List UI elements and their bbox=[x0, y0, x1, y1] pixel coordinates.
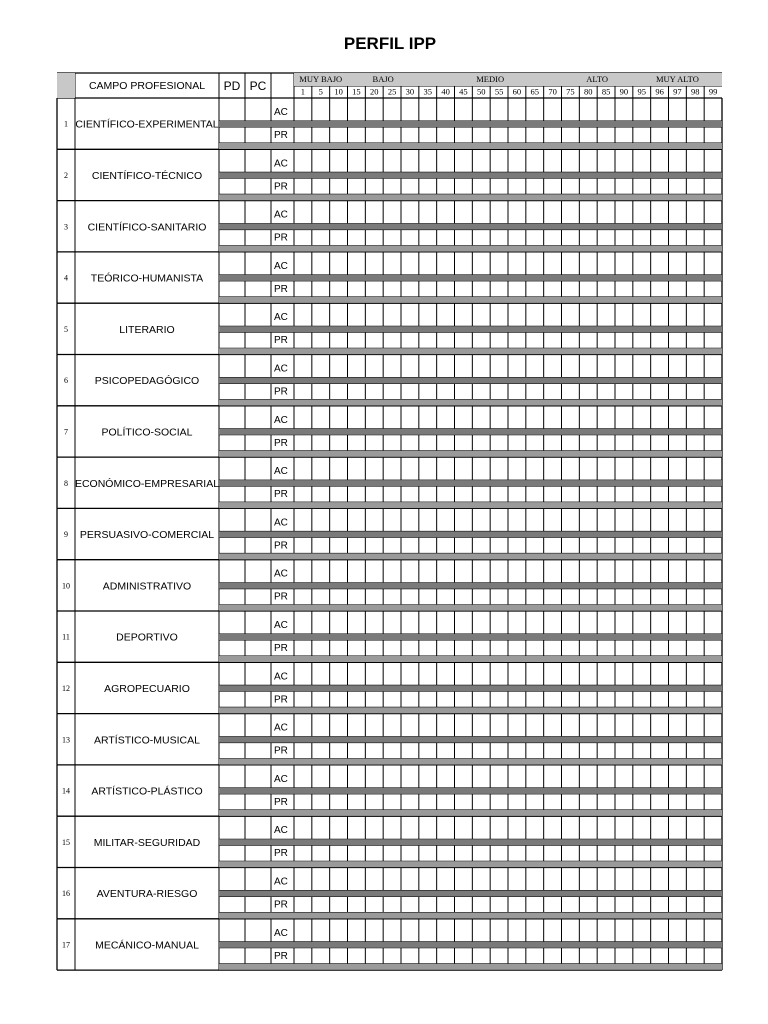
scale-label: 75 bbox=[566, 86, 575, 97]
row-bottom-strip bbox=[271, 861, 722, 867]
field-number: 7 bbox=[64, 427, 68, 437]
field-name: DEPORTIVO bbox=[116, 631, 178, 644]
row-bottom-strip bbox=[219, 913, 271, 919]
row-bottom-strip bbox=[271, 913, 722, 919]
pr-label: PR bbox=[274, 489, 288, 501]
pr-label: PR bbox=[274, 386, 288, 398]
row-separator-strip bbox=[271, 583, 722, 589]
scale-label: 1 bbox=[300, 86, 306, 97]
row-separator-strip bbox=[271, 788, 722, 794]
row-bottom-strip bbox=[219, 861, 271, 867]
ac-label: AC bbox=[274, 414, 288, 426]
field-number: 11 bbox=[62, 632, 70, 642]
grid-lines bbox=[57, 73, 722, 970]
row-separator-strip bbox=[271, 942, 722, 948]
ac-label: AC bbox=[274, 568, 288, 580]
row-bottom-strip bbox=[219, 194, 271, 200]
ac-label: AC bbox=[274, 158, 288, 170]
row-bottom-strip bbox=[271, 810, 722, 816]
field-name: AVENTURA-RIESGO bbox=[96, 888, 198, 901]
row-bottom-strip bbox=[219, 502, 271, 508]
pr-label: PR bbox=[274, 745, 288, 757]
header-corner bbox=[57, 73, 75, 98]
group-label: MUY ALTO bbox=[655, 74, 699, 84]
pr-label: PR bbox=[274, 591, 288, 603]
field-number: 6 bbox=[64, 376, 68, 386]
field-number: 16 bbox=[62, 889, 70, 899]
field-name: CIENTÍFICO-SANITARIO bbox=[87, 221, 207, 234]
scale-label: 30 bbox=[405, 86, 415, 97]
group-label: ALTO bbox=[586, 74, 609, 84]
scale-label: 65 bbox=[530, 86, 539, 97]
pr-label: PR bbox=[274, 335, 288, 347]
field-name: MECÁNICO-MANUAL bbox=[95, 939, 199, 952]
ac-label: AC bbox=[274, 209, 288, 221]
field-number: 9 bbox=[64, 530, 68, 540]
ac-label: AC bbox=[274, 517, 288, 529]
scale-label: 10 bbox=[334, 86, 343, 97]
row-separator-strip bbox=[219, 737, 271, 743]
row-bottom-strip bbox=[271, 297, 722, 303]
field-name: MILITAR-SEGURIDAD bbox=[93, 836, 201, 849]
scale-label: 85 bbox=[601, 86, 611, 97]
ac-label: AC bbox=[274, 260, 288, 272]
ac-label: AC bbox=[274, 466, 288, 478]
row-separator-strip bbox=[219, 326, 271, 332]
row-separator-strip bbox=[271, 839, 722, 845]
field-name: CIENTÍFICO-TÉCNICO bbox=[91, 169, 203, 182]
field-name: AGROPECUARIO bbox=[104, 682, 190, 695]
field-number: 2 bbox=[64, 170, 68, 180]
scale-label: 60 bbox=[512, 86, 522, 97]
row-bottom-strip bbox=[219, 656, 271, 662]
ac-label: AC bbox=[274, 825, 288, 837]
row-separator-strip bbox=[271, 531, 722, 537]
row-separator-strip bbox=[271, 224, 722, 230]
field-number: 5 bbox=[64, 324, 68, 334]
field-name: PSICOPEDAGÓGICO bbox=[94, 375, 200, 388]
row-separator-strip bbox=[271, 429, 722, 435]
pd-header: PD bbox=[223, 79, 241, 93]
row-separator-strip bbox=[219, 839, 271, 845]
field-number: 1 bbox=[64, 119, 68, 129]
field-name: ECONÓMICO-EMPRESARIAL bbox=[74, 477, 220, 490]
row-bottom-strip bbox=[219, 759, 271, 765]
field-name: CIENTÍFICO-EXPERIMENTAL bbox=[75, 118, 219, 131]
row-separator-strip bbox=[219, 583, 271, 589]
scale-label: 98 bbox=[691, 86, 700, 97]
row-bottom-strip bbox=[219, 400, 271, 406]
field-name: LITERARIO bbox=[119, 323, 175, 336]
field-name: ADMINISTRATIVO bbox=[102, 580, 192, 593]
ac-label: AC bbox=[274, 927, 288, 939]
row-separator-strip bbox=[271, 326, 722, 332]
scale-label: 25 bbox=[387, 86, 397, 97]
scale-label: 35 bbox=[423, 86, 432, 97]
pr-label: PR bbox=[274, 950, 288, 962]
pr-label: PR bbox=[274, 848, 288, 860]
ac-label: AC bbox=[274, 312, 288, 324]
scale-label: 80 bbox=[584, 86, 593, 97]
row-separator-strip bbox=[219, 788, 271, 794]
row-separator-strip bbox=[219, 891, 271, 897]
row-bottom-strip bbox=[271, 143, 722, 149]
row-bottom-strip bbox=[219, 553, 271, 559]
field-name: POLÍTICO-SOCIAL bbox=[101, 426, 193, 439]
field-number: 14 bbox=[62, 786, 70, 796]
row-bottom-strip bbox=[271, 502, 722, 508]
campo-header: CAMPO PROFESIONAL bbox=[88, 80, 206, 92]
field-name: PERSUASIVO-COMERCIAL bbox=[79, 529, 215, 542]
group-label: MUY BAJO bbox=[299, 74, 343, 84]
field-number: 3 bbox=[64, 222, 68, 232]
scale-label: 55 bbox=[494, 86, 504, 97]
field-number: 17 bbox=[62, 940, 70, 950]
row-separator-strip bbox=[271, 634, 722, 640]
row-separator-strip bbox=[219, 429, 271, 435]
field-name: ARTÍSTICO-PLÁSTICO bbox=[91, 785, 203, 798]
row-bottom-strip bbox=[271, 553, 722, 559]
field-number: 4 bbox=[64, 273, 68, 283]
row-separator-strip bbox=[271, 275, 722, 281]
row-separator-strip bbox=[271, 891, 722, 897]
pr-label: PR bbox=[274, 643, 288, 654]
pr-label: PR bbox=[274, 796, 288, 808]
row-separator-strip bbox=[271, 480, 722, 486]
page-title: PERFIL IPP bbox=[343, 34, 437, 53]
field-name: ARTÍSTICO-MUSICAL bbox=[94, 734, 200, 747]
group-label: BAJO bbox=[372, 74, 394, 84]
scale-label: 5 bbox=[318, 86, 323, 97]
scale-label: 40 bbox=[441, 86, 450, 97]
row-bottom-strip bbox=[271, 246, 722, 252]
row-separator-strip bbox=[271, 737, 722, 743]
pr-label: PR bbox=[274, 181, 288, 193]
field-number: 10 bbox=[62, 581, 70, 591]
row-separator-strip bbox=[219, 685, 271, 691]
field-number: 8 bbox=[64, 478, 68, 488]
row-bottom-strip bbox=[271, 656, 722, 662]
scale-label: 15 bbox=[352, 86, 361, 97]
row-separator-strip bbox=[271, 121, 722, 127]
row-separator-strip bbox=[219, 172, 271, 178]
row-separator-strip bbox=[219, 942, 271, 948]
ac-label: AC bbox=[274, 363, 288, 375]
row-separator-strip bbox=[219, 480, 271, 486]
ac-label: AC bbox=[274, 107, 288, 118]
field-number: 15 bbox=[62, 837, 70, 847]
field-number: 13 bbox=[62, 735, 70, 745]
pr-label: PR bbox=[274, 283, 288, 295]
pr-label: PR bbox=[274, 437, 288, 449]
row-bottom-strip bbox=[219, 451, 271, 457]
row-bottom-strip bbox=[219, 964, 271, 970]
row-bottom-strip bbox=[271, 348, 722, 354]
scale-label: 20 bbox=[370, 86, 379, 97]
scale-label: 70 bbox=[548, 86, 557, 97]
row-separator-strip bbox=[219, 121, 271, 127]
scale-label: 45 bbox=[459, 86, 468, 97]
row-separator-strip bbox=[219, 378, 271, 384]
field-name: TEÓRICO-HUMANISTA bbox=[90, 272, 204, 285]
row-bottom-strip bbox=[271, 707, 722, 713]
row-bottom-strip bbox=[219, 297, 271, 303]
pr-label: PR bbox=[274, 232, 288, 244]
row-bottom-strip bbox=[219, 143, 271, 149]
row-separator-strip bbox=[219, 634, 271, 640]
ac-label: AC bbox=[274, 722, 288, 734]
row-separator-strip bbox=[219, 531, 271, 537]
scale-label: 96 bbox=[655, 86, 664, 97]
pc-header: PC bbox=[249, 79, 267, 93]
row-separator-strip bbox=[271, 685, 722, 691]
row-bottom-strip bbox=[271, 964, 722, 970]
row-bottom-strip bbox=[271, 759, 722, 765]
ac-label: AC bbox=[274, 671, 288, 683]
pr-label: PR bbox=[274, 899, 288, 911]
scale-label: 90 bbox=[619, 86, 629, 97]
ac-label: AC bbox=[274, 876, 288, 888]
pr-label: PR bbox=[274, 694, 288, 706]
row-separator-strip bbox=[271, 172, 722, 178]
scale-label: 99 bbox=[708, 86, 718, 97]
row-bottom-strip bbox=[271, 451, 722, 457]
ac-label: AC bbox=[274, 620, 288, 631]
row-bottom-strip bbox=[271, 400, 722, 406]
row-separator-strip bbox=[219, 275, 271, 281]
row-bottom-strip bbox=[219, 348, 271, 354]
row-bottom-strip bbox=[219, 605, 271, 611]
ac-label: AC bbox=[274, 773, 288, 785]
scale-label: 50 bbox=[477, 86, 486, 97]
row-bottom-strip bbox=[271, 194, 722, 200]
row-separator-strip bbox=[219, 224, 271, 230]
group-label: MEDIO bbox=[476, 74, 505, 84]
pr-label: PR bbox=[274, 540, 288, 552]
field-number: 12 bbox=[62, 683, 70, 693]
row-separator-strip bbox=[271, 378, 722, 384]
scale-label: 97 bbox=[673, 86, 682, 97]
pr-label: PR bbox=[274, 130, 288, 141]
row-bottom-strip bbox=[219, 810, 271, 816]
row-bottom-strip bbox=[271, 605, 722, 611]
row-bottom-strip bbox=[219, 707, 271, 713]
scale-label: 95 bbox=[637, 86, 646, 97]
row-bottom-strip bbox=[219, 246, 271, 252]
